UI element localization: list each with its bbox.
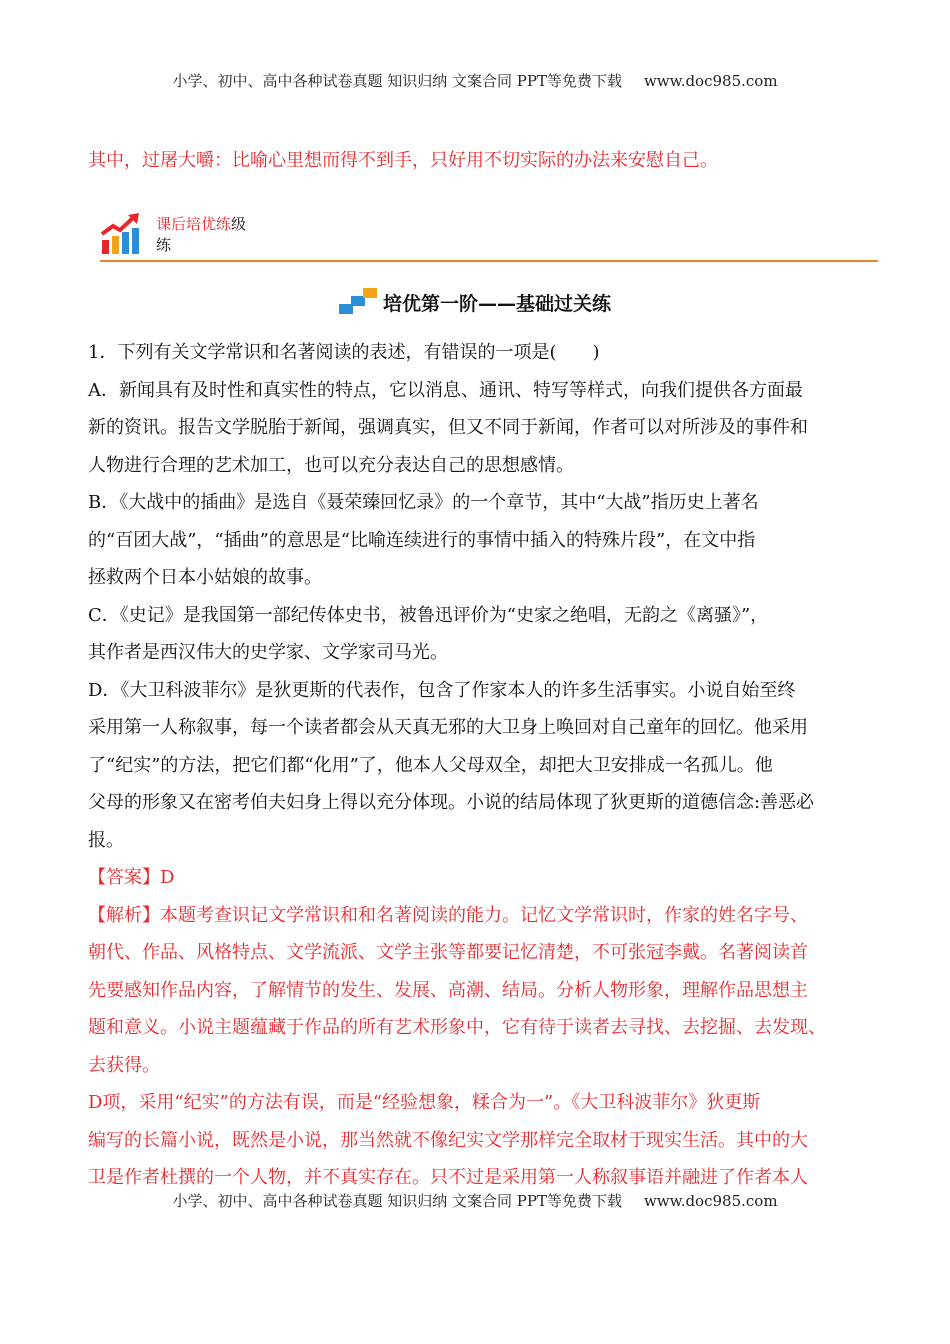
intro-line: 其中，过屠大嚼：比喻心里想而得不到手，只好用不切实际的办法来安慰自己。 — [88, 150, 718, 171]
option-a-line: 新的资讯。报告文学脱胎于新闻，强调真实，但又不同于新闻，作者可以对所涉及的事件和 — [88, 417, 808, 438]
option-b-line: 拯救两个日本小姑娘的故事。 — [88, 567, 322, 588]
analysis-line: 题和意义。小说主题蕴藏于作品的所有艺术形象中，它有待于读者去寻找、去挖掘、去发现、 — [88, 1017, 826, 1038]
page-header — [0, 70, 950, 91]
steps-icon — [339, 288, 377, 316]
analysis-line: 【解析】本题考查识记文学常识和和名著阅读的能力。记忆文学常识时，作家的姓名字号、 — [88, 904, 808, 926]
option-c-line: C．《史记》是我国第一部纪传体史书，被鲁迅评价为“史家之绝唱，无韵之《离骚》”， — [88, 604, 769, 626]
header-text: 小学、初中、高中各种试卷真题 知识归纳 文案合同 PPT等免费下载 — [172, 72, 622, 90]
growth-chart-icon — [100, 212, 142, 256]
banner-title-black-2: 练 — [156, 236, 172, 254]
footer-url[interactable]: www.doc985.com — [643, 1192, 778, 1210]
section-heading — [0, 288, 950, 316]
analysis-line: 卫是作者杜撰的一个人物，并不真实存在。只不过是采用第一人称叙事语并融进了作者本人 — [88, 1167, 808, 1188]
option-a-line: 人物进行合理的艺术加工，也可以充分表达自己的思想感情。 — [88, 454, 574, 476]
footer-text: 小学、初中、高中各种试卷真题 知识归纳 文案合同 PPT等免费下载 — [172, 1192, 622, 1210]
banner-title — [156, 214, 246, 256]
question-stem: 1．下列有关文学常识和名著阅读的表述，有错误的一项是( ) — [88, 342, 600, 363]
header-url[interactable]: www.doc985.com — [643, 72, 778, 90]
option-b-line: B．《大战中的插曲》是选自《聂荣臻回忆录》的一个章节，其中“大战”指历史上著名 — [88, 492, 759, 513]
option-d-line: 父母的形象又在密考伯夫妇身上得以充分体现。小说的结局体现了狄更斯的道德信念:善恶必 — [88, 792, 815, 813]
page-footer — [0, 1190, 950, 1211]
section-title: 培优第一阶——基础过关练 — [382, 292, 611, 315]
option-d-line: 了“纪实”的方法，把它们都“化用”了，他本人父母双全，却把大卫安排成一名孤儿。他 — [88, 754, 773, 776]
analysis-line: 朝代、作品、风格特点、文学流派、文学主张等都要记忆清楚，不可张冠李戴。名著阅读首 — [88, 942, 808, 963]
option-c-line: 其作者是西汉伟大的史学家、文学家司马光。 — [88, 642, 448, 663]
analysis-line: 先要感知作品内容，了解情节的发生、发展、高潮、结局。分析人物形象，理解作品思想主 — [88, 979, 808, 1001]
banner-title-black-1: 级 — [231, 215, 247, 233]
option-d-line: 报。 — [88, 829, 124, 851]
option-b-line: 的“百团大战”，“插曲”的意思是“比喻连续进行的事情中插入的特殊片段”，在文中指 — [88, 529, 756, 551]
option-a-line: A．新闻具有及时性和真实性的特点，它以消息、通讯、特写等样式，向我们提供各方面最 — [88, 379, 803, 401]
analysis-line: 去获得。 — [88, 1054, 160, 1076]
option-d-line: 采用第一人称叙事，每一个读者都会从天真无邪的大卫身上唤回对自己童年的回忆。他采用 — [88, 717, 808, 738]
analysis-line: D项，采用“纪实”的方法有误，而是“经验想象，糅合为一”。《大卫科波菲尔》狄更斯 — [88, 1092, 761, 1113]
banner-divider — [100, 260, 878, 262]
analysis-line: 编写的长篇小说，既然是小说，那当然就不像纪实文学那样完全取材于现实生活。其中的大 — [88, 1129, 808, 1151]
section-banner — [100, 208, 878, 262]
answer-label: 【答案】D — [88, 867, 175, 888]
option-d-line: D．《大卫科波菲尔》是狄更斯的代表作，包含了作家本人的许多生活事实。小说自始至终 — [88, 679, 796, 701]
question-body — [88, 334, 878, 1197]
banner-title-red: 课后培优练 — [156, 215, 232, 233]
